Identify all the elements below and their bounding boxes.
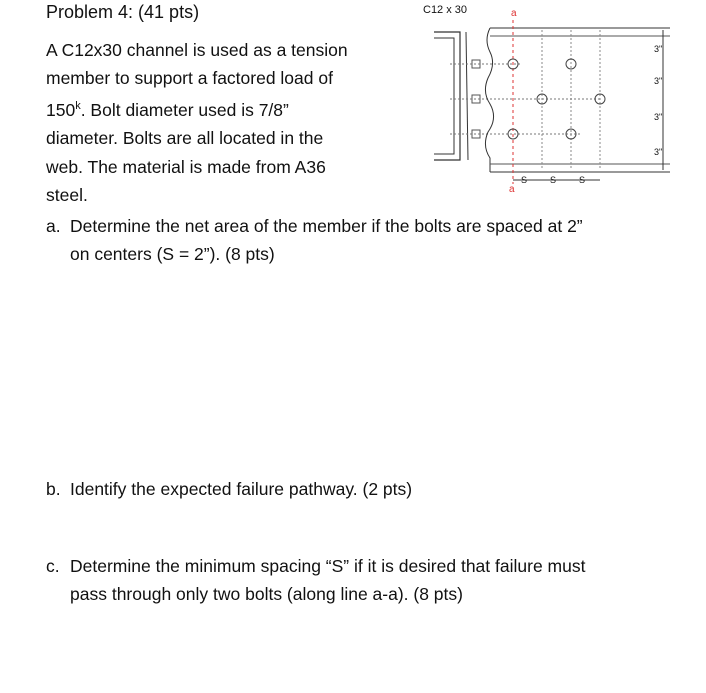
cut-label-bottom: a [509,184,515,195]
channel-connection-figure [420,0,690,200]
question-label: c. [46,556,60,576]
dimension-label: 3" [654,76,663,86]
load-value: 150 [46,100,76,121]
dimension-label: 3" [654,112,663,122]
statement-line [46,92,391,124]
statement-line: member to support a factored load of [46,68,333,89]
spacing-label: S [521,175,528,185]
question-text: Identify the expected failure pathway. (2 pts) [70,479,413,499]
bolt-diameter-text: . Bolt diameter used is 7/8” [80,100,289,121]
channel-section-outline [434,32,460,160]
cut-label-top: a [511,8,517,19]
spacing-label: S [550,175,557,185]
statement-line: steel. [46,184,88,205]
problem-title: Problem 4: (41 pts) [46,2,200,22]
section-label: C12 x 30 [423,4,468,16]
spacing-label: S [579,175,586,185]
problem-statement [46,36,391,209]
statement-line: web. The material is made from A36 [46,156,326,177]
question-text: pass through only two bolts (along line a-a). (8 pts) [70,584,463,604]
channel-section-inner [434,38,454,154]
question-label: b. [46,479,61,499]
question-label: a. [46,216,61,236]
dimension-label: 3" [654,147,663,157]
statement-line: diameter. Bolts are all located in the [46,128,324,149]
dimension-label: 3" [654,44,663,54]
channel-web-edge [466,32,468,160]
question-a [46,212,583,268]
question-b [46,475,412,503]
kip-unit: k [75,100,81,113]
question-c [46,552,585,608]
question-text: Determine the minimum spacing “S” if it is desired that failure must [70,556,586,576]
statement-line: A C12x30 channel is used as a tension [46,40,348,60]
question-text: on centers (S = 2”). (8 pts) [70,244,275,264]
question-text: Determine the net area of the member if the bolts are spaced at 2” [70,216,583,236]
